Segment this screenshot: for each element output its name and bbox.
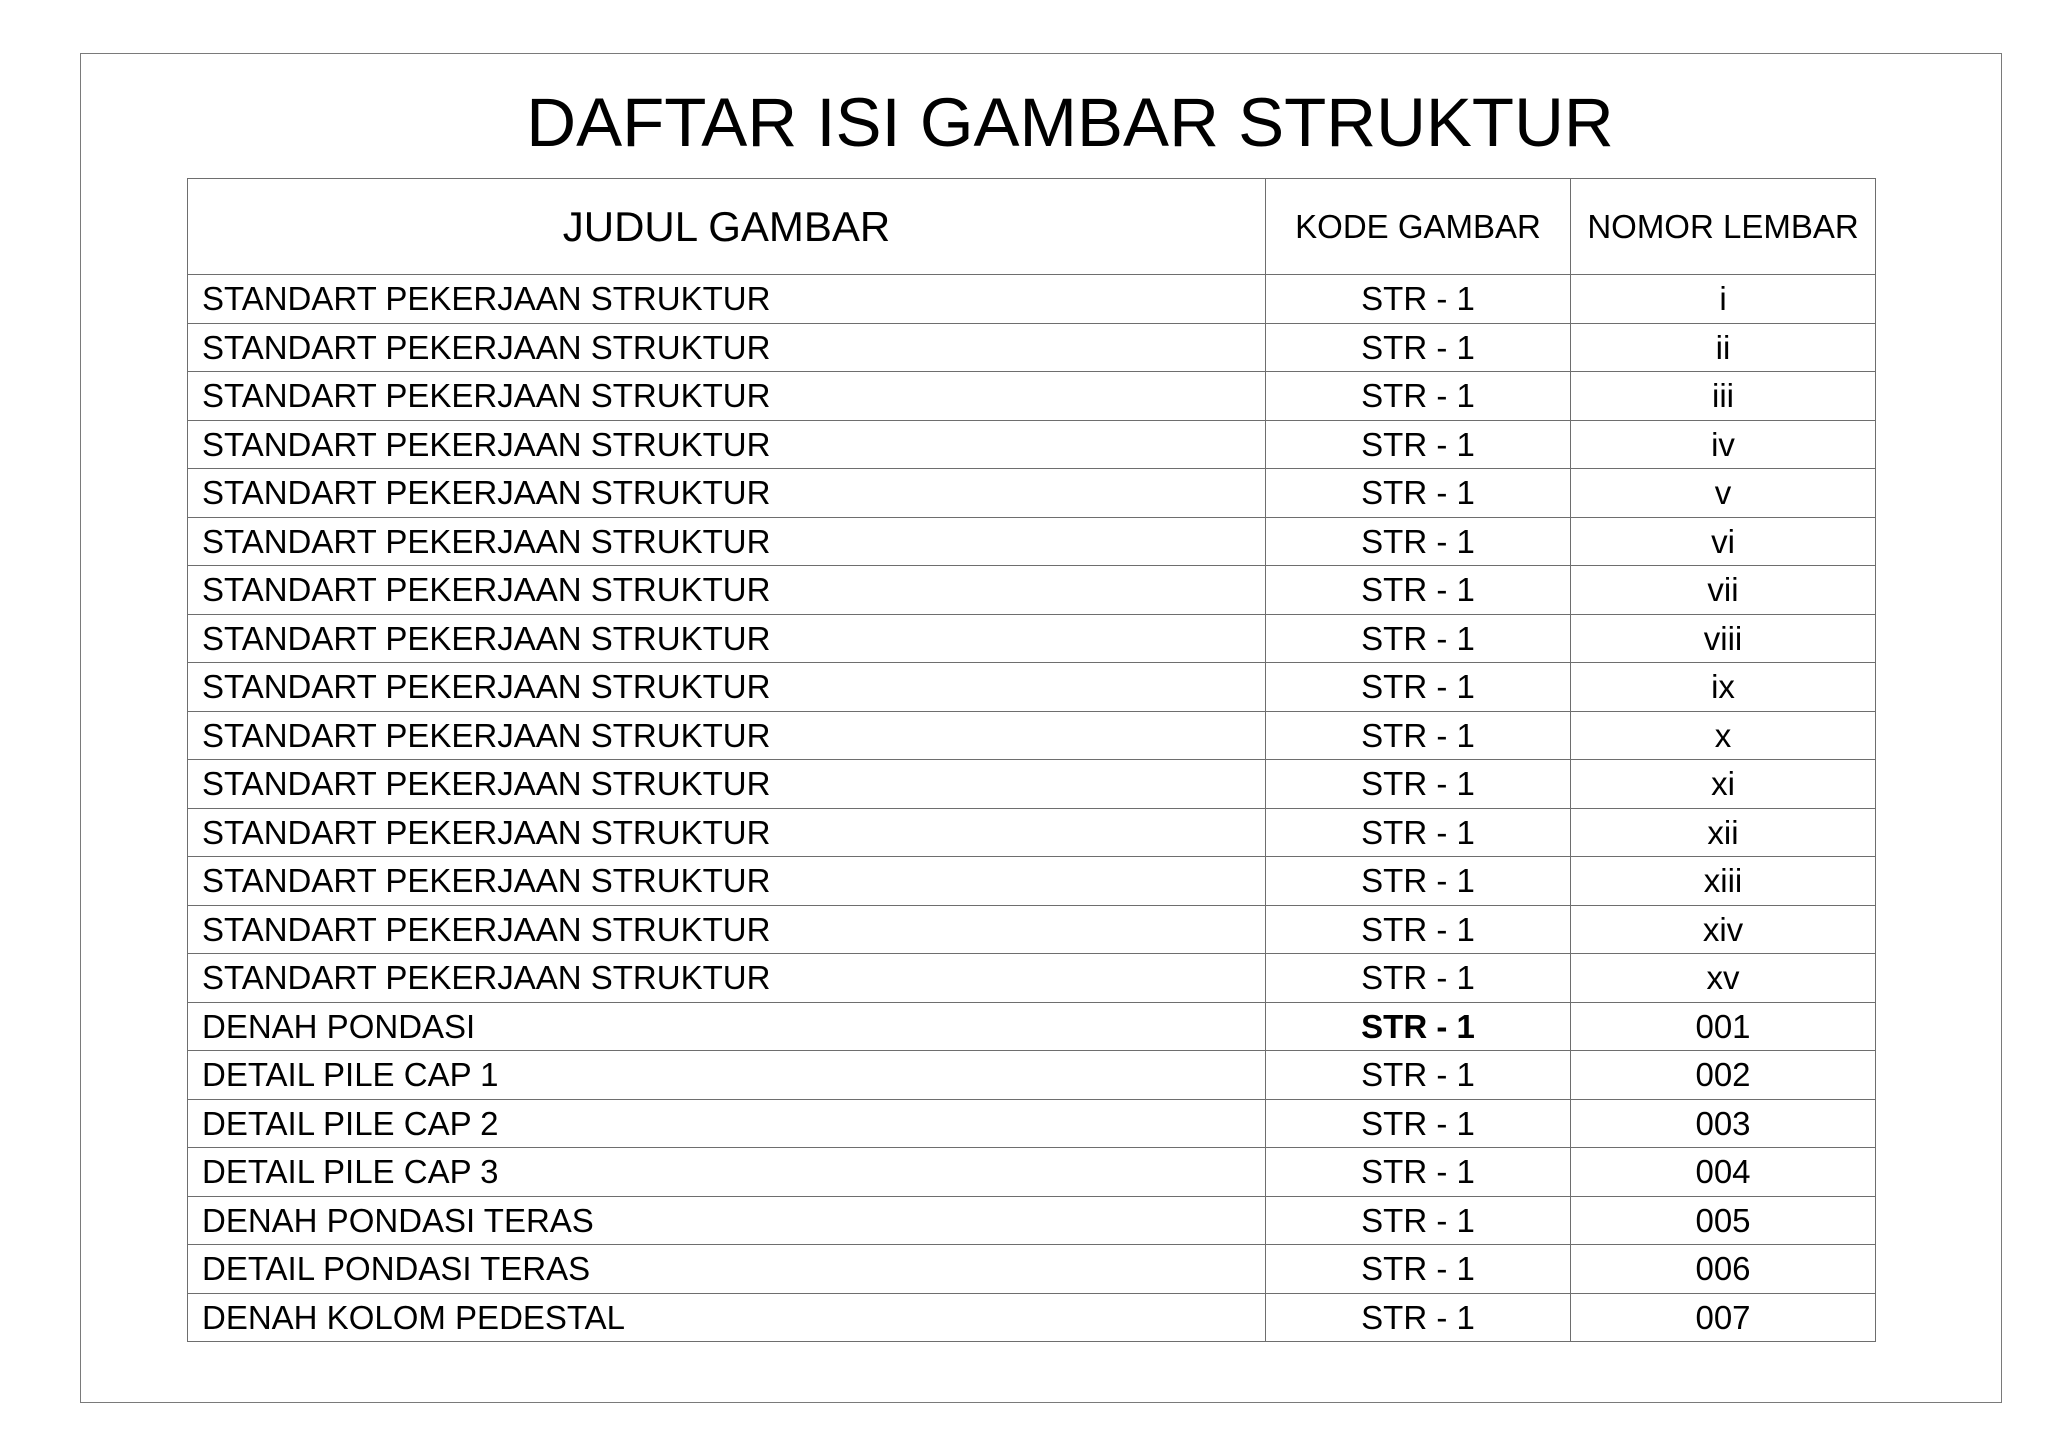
cell-kode-gambar: STR - 1 <box>1266 372 1571 421</box>
table-row <box>188 954 1876 1003</box>
cell-nomor-lembar: iv <box>1571 420 1876 469</box>
cell-kode-gambar: STR - 1 <box>1266 1099 1571 1148</box>
cell-kode-gambar: STR - 1 <box>1266 663 1571 712</box>
cell-nomor-lembar: ix <box>1571 663 1876 712</box>
cell-kode-gambar: STR - 1 <box>1266 469 1571 518</box>
cell-judul-gambar: DENAH PONDASI <box>188 1002 1266 1051</box>
page-title: DAFTAR ISI GAMBAR STRUKTUR <box>526 84 1614 161</box>
cell-judul-gambar: STANDART PEKERJAAN STRUKTUR <box>188 760 1266 809</box>
cell-judul-gambar: STANDART PEKERJAAN STRUKTUR <box>188 323 1266 372</box>
table-row <box>188 808 1876 857</box>
cell-kode-gambar: STR - 1 <box>1266 1293 1571 1342</box>
cell-judul-gambar: DETAIL PONDASI TERAS <box>188 1245 1266 1294</box>
table-row <box>188 1196 1876 1245</box>
cell-nomor-lembar: i <box>1571 275 1876 324</box>
cell-judul-gambar: STANDART PEKERJAAN STRUKTUR <box>188 954 1266 1003</box>
cell-kode-gambar: STR - 1 <box>1266 808 1571 857</box>
table-row <box>188 1148 1876 1197</box>
cell-nomor-lembar: xiv <box>1571 905 1876 954</box>
cell-nomor-lembar: ii <box>1571 323 1876 372</box>
table-row <box>188 1245 1876 1294</box>
cell-kode-gambar: STR - 1 <box>1266 275 1571 324</box>
cell-nomor-lembar: 005 <box>1571 1196 1876 1245</box>
column-header-nomor: NOMOR LEMBAR <box>1571 179 1876 275</box>
cell-judul-gambar: STANDART PEKERJAAN STRUKTUR <box>188 711 1266 760</box>
table-row <box>188 420 1876 469</box>
cell-nomor-lembar: vii <box>1571 566 1876 615</box>
cell-kode-gambar: STR - 1 <box>1266 323 1571 372</box>
cell-judul-gambar: STANDART PEKERJAAN STRUKTUR <box>188 372 1266 421</box>
cell-nomor-lembar: vi <box>1571 517 1876 566</box>
cell-nomor-lembar: 001 <box>1571 1002 1876 1051</box>
table-body <box>188 275 1876 1342</box>
table-row <box>188 760 1876 809</box>
column-header-judul: JUDUL GAMBAR <box>188 179 1266 275</box>
cell-nomor-lembar: 006 <box>1571 1245 1876 1294</box>
cell-kode-gambar: STR - 1 <box>1266 905 1571 954</box>
cell-nomor-lembar: viii <box>1571 614 1876 663</box>
cell-nomor-lembar: xiii <box>1571 857 1876 906</box>
cell-kode-gambar: STR - 1 <box>1266 1002 1571 1051</box>
cell-nomor-lembar: 007 <box>1571 1293 1876 1342</box>
cell-judul-gambar: STANDART PEKERJAAN STRUKTUR <box>188 808 1266 857</box>
cell-nomor-lembar: v <box>1571 469 1876 518</box>
table-row <box>188 711 1876 760</box>
cell-judul-gambar: STANDART PEKERJAAN STRUKTUR <box>188 663 1266 712</box>
cell-kode-gambar: STR - 1 <box>1266 711 1571 760</box>
cell-nomor-lembar: 003 <box>1571 1099 1876 1148</box>
cell-judul-gambar: STANDART PEKERJAAN STRUKTUR <box>188 420 1266 469</box>
drawing-index-table <box>187 178 1876 1342</box>
table-row <box>188 372 1876 421</box>
cell-nomor-lembar: 002 <box>1571 1051 1876 1100</box>
cell-kode-gambar: STR - 1 <box>1266 1196 1571 1245</box>
table-row <box>188 663 1876 712</box>
cell-judul-gambar: STANDART PEKERJAAN STRUKTUR <box>188 905 1266 954</box>
cell-nomor-lembar: 004 <box>1571 1148 1876 1197</box>
cell-kode-gambar: STR - 1 <box>1266 1051 1571 1100</box>
table-row <box>188 905 1876 954</box>
table-row <box>188 1099 1876 1148</box>
cell-judul-gambar: STANDART PEKERJAAN STRUKTUR <box>188 275 1266 324</box>
cell-judul-gambar: DETAIL PILE CAP 3 <box>188 1148 1266 1197</box>
table-row <box>188 1051 1876 1100</box>
cell-judul-gambar: STANDART PEKERJAAN STRUKTUR <box>188 566 1266 615</box>
table-header-row <box>188 179 1876 275</box>
cell-nomor-lembar: iii <box>1571 372 1876 421</box>
cell-kode-gambar: STR - 1 <box>1266 420 1571 469</box>
cell-nomor-lembar: xi <box>1571 760 1876 809</box>
cell-judul-gambar: DENAH PONDASI TERAS <box>188 1196 1266 1245</box>
cell-nomor-lembar: xii <box>1571 808 1876 857</box>
table-row <box>188 614 1876 663</box>
table-row <box>188 1293 1876 1342</box>
table-row <box>188 323 1876 372</box>
cell-judul-gambar: STANDART PEKERJAAN STRUKTUR <box>188 857 1266 906</box>
cell-judul-gambar: DETAIL PILE CAP 1 <box>188 1051 1266 1100</box>
cell-kode-gambar: STR - 1 <box>1266 954 1571 1003</box>
cell-kode-gambar: STR - 1 <box>1266 760 1571 809</box>
cell-judul-gambar: DETAIL PILE CAP 2 <box>188 1099 1266 1148</box>
cell-kode-gambar: STR - 1 <box>1266 857 1571 906</box>
table-row <box>188 275 1876 324</box>
cell-nomor-lembar: xv <box>1571 954 1876 1003</box>
cell-nomor-lembar: x <box>1571 711 1876 760</box>
table-row <box>188 517 1876 566</box>
cell-judul-gambar: STANDART PEKERJAAN STRUKTUR <box>188 469 1266 518</box>
column-header-kode: KODE GAMBAR <box>1266 179 1571 275</box>
cell-kode-gambar: STR - 1 <box>1266 1245 1571 1294</box>
cell-judul-gambar: STANDART PEKERJAAN STRUKTUR <box>188 614 1266 663</box>
table-row <box>188 566 1876 615</box>
table-row <box>188 1002 1876 1051</box>
table-row <box>188 857 1876 906</box>
cell-kode-gambar: STR - 1 <box>1266 1148 1571 1197</box>
table-row <box>188 469 1876 518</box>
cell-kode-gambar: STR - 1 <box>1266 517 1571 566</box>
cell-judul-gambar: DENAH KOLOM PEDESTAL <box>188 1293 1266 1342</box>
cell-kode-gambar: STR - 1 <box>1266 614 1571 663</box>
cell-kode-gambar: STR - 1 <box>1266 566 1571 615</box>
cell-judul-gambar: STANDART PEKERJAAN STRUKTUR <box>188 517 1266 566</box>
